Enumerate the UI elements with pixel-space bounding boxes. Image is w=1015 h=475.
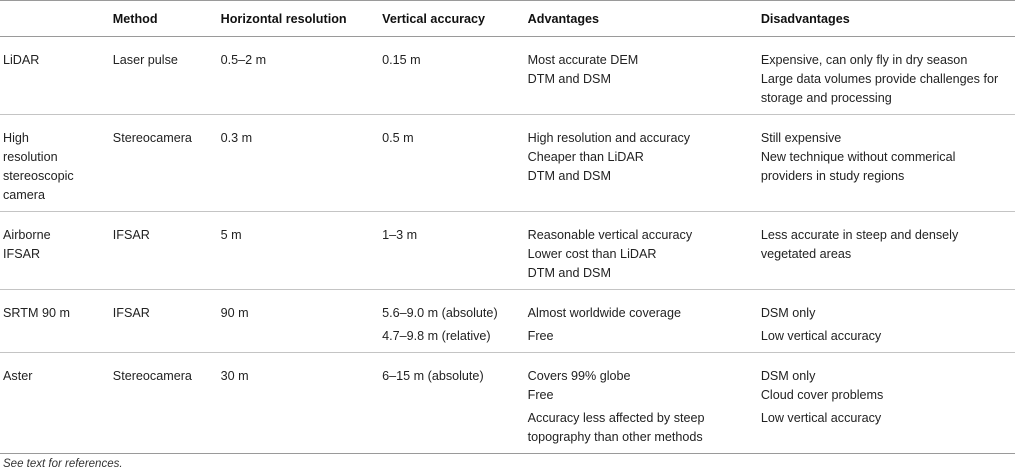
table-header (0, 1, 1015, 37)
cell-text-line: DTM and DSM (527, 266, 611, 280)
cell-horizontal-resolution (221, 290, 382, 353)
cell-name (0, 353, 113, 454)
header-cell-vertical-accuracy: Vertical accuracy (382, 1, 528, 37)
header-cell-advantages: Advantages (528, 1, 761, 37)
cell-vertical-accuracy (382, 290, 528, 353)
cell-text-line: stereoscopic (3, 169, 74, 183)
cell-text-line: resolution (3, 150, 58, 164)
cell-text-line: IFSAR (112, 228, 150, 242)
cell-text-line: 1–3 m (382, 228, 418, 242)
cell-text-line: Low vertical accuracy (760, 411, 882, 425)
cell-vertical-accuracy (382, 353, 528, 454)
cell-text-line: providers in study regions (760, 169, 905, 183)
cell-disadvantages (761, 212, 1015, 290)
cell-horizontal-resolution (221, 37, 382, 115)
cell-text-line: High resolution and accuracy (527, 131, 691, 145)
header-row (0, 1, 1015, 37)
cell-horizontal-resolution (221, 212, 382, 290)
cell-name (0, 212, 113, 290)
cell-vertical-accuracy (382, 212, 528, 290)
cell-advantages (528, 37, 761, 115)
table-row (0, 115, 1015, 212)
cell-text-line: Most accurate DEM (527, 53, 639, 67)
cell-method (113, 290, 221, 353)
cell-advantages (528, 212, 761, 290)
cell-method (113, 353, 221, 454)
cell-text-line: 5.6–9.0 m (absolute) (382, 306, 498, 320)
cell-text-line: Laser pulse (112, 53, 178, 67)
cell-text-line: camera (3, 188, 45, 202)
table-row (0, 212, 1015, 290)
cell-text-line: 6–15 m (absolute) (382, 369, 484, 383)
cell-text-line: storage and processing (760, 91, 892, 105)
header-cell-method: Method (113, 1, 221, 37)
cell-name (0, 37, 113, 115)
cell-vertical-accuracy (382, 115, 528, 212)
cell-text-line: 4.7–9.8 m (relative) (382, 329, 491, 343)
cell-advantages (528, 290, 761, 353)
cell-disadvantages (761, 115, 1015, 212)
cell-disadvantages (761, 37, 1015, 115)
cell-text-line: SRTM 90 m (3, 306, 70, 320)
cell-advantages (528, 353, 761, 454)
cell-text-line: Low vertical accuracy (760, 329, 882, 343)
cell-disadvantages (761, 353, 1015, 454)
cell-text-line: Stereocamera (112, 131, 192, 145)
cell-text-line: 90 m (220, 306, 249, 320)
header-cell-name (0, 1, 113, 37)
table-row (0, 290, 1015, 353)
cell-text-line: Aster (3, 369, 33, 383)
cell-name (0, 115, 113, 212)
cell-text-line: IFSAR (112, 306, 150, 320)
cell-text-line: Almost worldwide coverage (527, 306, 681, 320)
cell-text-line: Cheaper than LiDAR (527, 150, 644, 164)
cell-text-line: Stereocamera (112, 369, 192, 383)
cell-text-line: 30 m (220, 369, 249, 383)
cell-text-line: 0.5–2 m (220, 53, 267, 67)
cell-text-line: topography than other methods (527, 430, 703, 444)
cell-text-line: Expensive, can only fly in dry season (760, 53, 968, 67)
cell-text-line: Reasonable vertical accuracy (527, 228, 693, 242)
cell-text-line: IFSAR (3, 247, 41, 261)
table-row (0, 37, 1015, 115)
header-cell-horizontal-resolution: Horizontal resolution (221, 1, 382, 37)
cell-text-line: Free (527, 388, 554, 402)
cell-horizontal-resolution (221, 115, 382, 212)
cell-method (113, 37, 221, 115)
cell-text-line: Cloud cover problems (760, 388, 884, 402)
cell-text-line: Still expensive (760, 131, 842, 145)
cell-text-line: DSM only (760, 306, 816, 320)
cell-vertical-accuracy (382, 37, 528, 115)
cell-text-line: DSM only (760, 369, 816, 383)
cell-text-line: New technique without commerical (760, 150, 956, 164)
cell-text-line: Accuracy less affected by steep (527, 411, 705, 425)
cell-text-line: 0.3 m (220, 131, 253, 145)
cell-text-line: Airborne (3, 228, 51, 242)
cell-text-line: DTM and DSM (527, 169, 611, 183)
header-cell-disadvantages: Disadvantages (761, 1, 1015, 37)
cell-text-line: Covers 99% globe (527, 369, 631, 383)
cell-horizontal-resolution (221, 353, 382, 454)
cell-name (0, 290, 113, 353)
cell-text-line: 5 m (220, 228, 242, 242)
cell-text-line: 0.15 m (382, 53, 421, 67)
cell-text-line: High (3, 131, 29, 145)
cell-advantages (528, 115, 761, 212)
cell-method (113, 212, 221, 290)
table-body (0, 37, 1015, 454)
cell-text-line: LiDAR (3, 53, 40, 67)
table-footnote: See text for references. (3, 458, 123, 470)
cell-text-line: Lower cost than LiDAR (527, 247, 657, 261)
cell-text-line: Less accurate in steep and densely (760, 228, 959, 242)
table-row (0, 353, 1015, 454)
cell-text-line: DTM and DSM (527, 72, 611, 86)
cell-method (113, 115, 221, 212)
cell-disadvantages (761, 290, 1015, 353)
cell-text-line: Free (527, 329, 554, 343)
cell-text-line: Large data volumes provide challenges for (760, 72, 999, 86)
cell-text-line: vegetated areas (760, 247, 852, 261)
cell-text-line: 0.5 m (382, 131, 414, 145)
